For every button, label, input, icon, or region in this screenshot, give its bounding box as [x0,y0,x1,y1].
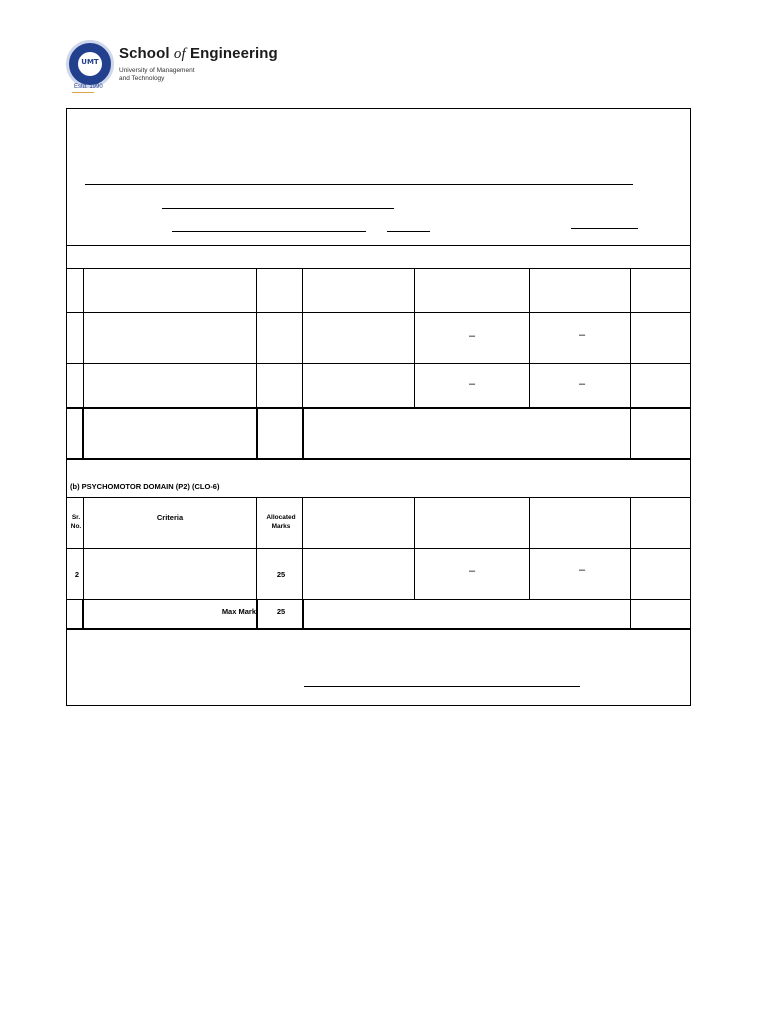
header-sr: Sr. [71,514,81,521]
col-line-level3 [630,268,631,458]
school-name [119,45,278,63]
university-name [119,67,195,83]
title-underline [85,184,633,185]
row-line-1 [66,312,691,313]
section-title: (b) PSYCHOMOTOR DOMAIN (P2) (CLO-6) [70,482,220,491]
cell-dash: – [579,564,586,576]
psy-header-top [66,497,691,498]
col-line-sr [83,268,84,407]
psy-col-level2 [529,497,530,599]
psy-col-level3 [630,497,631,628]
psy-col-marks [302,497,303,599]
university-line-2: and Technology [119,75,165,82]
school-of: of [173,46,186,62]
col-line-level1 [414,268,415,407]
psy-col-level1 [414,497,415,599]
university-logo [66,40,114,88]
university-line-1: University of Management [119,67,195,74]
cell-dash: – [469,565,476,577]
section-underline [387,231,430,232]
psy-header-bottom [66,548,691,549]
school-prefix: School [119,45,174,62]
col-line-level2 [529,268,530,407]
logo-monogram: UMT [81,58,99,66]
band-top-line [66,245,691,246]
cell-dash: – [469,378,476,390]
school-suffix: Engineering [185,45,278,62]
header-allocated: Allocated [266,514,296,521]
regno-underline [172,231,366,232]
row-marks: 25 [276,570,286,579]
col-line-criteria [256,268,257,407]
row-sr: 2 [74,570,80,579]
col-line-marks [302,268,303,407]
cell-dash: – [469,330,476,342]
signature-underline [304,686,580,687]
logo-underline [72,92,94,93]
cell-dash: – [579,329,586,341]
header-marks: Marks [271,523,291,530]
max-mark-label: Max Mark [221,607,256,616]
header-no: No. [70,523,82,530]
established-label: Estd. 1990 [74,84,103,90]
name-underline [162,208,394,209]
max-row-line-3 [302,407,304,458]
max-mark-value: 25 [276,607,286,616]
max-row-line-1 [82,407,84,458]
psy-col-criteria [256,497,257,599]
header-criteria: Criteria [156,513,184,522]
row-line-3 [66,407,691,409]
psy-row-bottom [66,599,691,600]
date-underline [571,228,638,229]
cell-dash: – [579,378,586,390]
max-row-line-2 [256,407,258,458]
row-line-2 [66,363,691,364]
band-bottom-line [66,268,691,269]
psy-table-bottom [66,628,691,630]
row-line-4 [66,458,691,460]
